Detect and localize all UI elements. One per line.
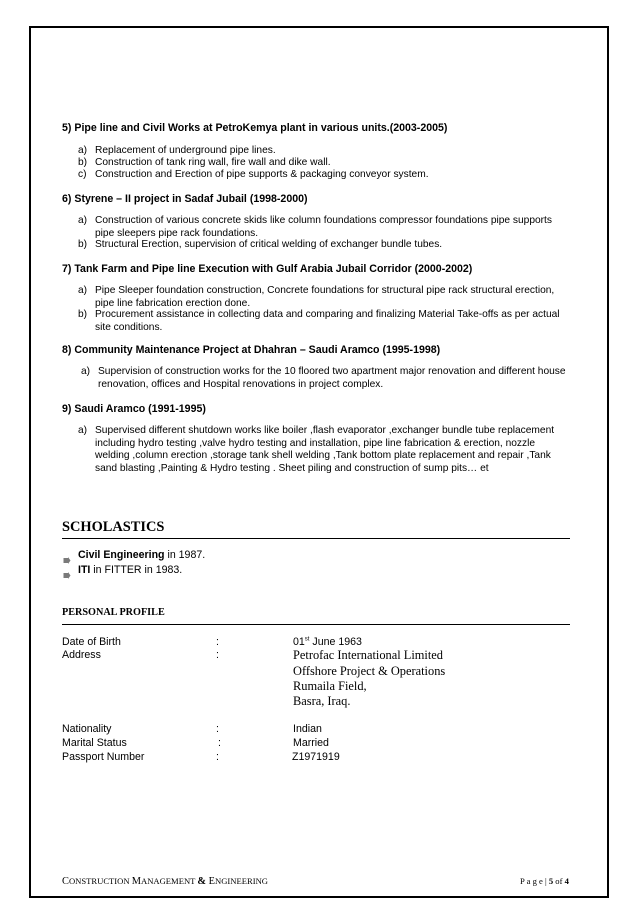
list-item xyxy=(78,239,568,252)
marital-status-label: Marital Status xyxy=(62,737,127,749)
list-item xyxy=(78,215,568,241)
dob-month-year: June 1963 xyxy=(309,636,362,648)
project-heading xyxy=(62,403,206,415)
footer-text: ONSTRUCTION xyxy=(68,876,132,886)
project-heading xyxy=(62,193,308,205)
project-heading xyxy=(62,263,472,275)
dob-value xyxy=(293,636,362,648)
address-line: Rumaila Field, xyxy=(293,679,367,693)
address-separator: : xyxy=(216,649,219,661)
address-line: Basra, Iraq. xyxy=(293,694,351,708)
list-item xyxy=(78,309,568,335)
page-current: 5 xyxy=(548,876,554,886)
footer-initial: C xyxy=(62,876,69,887)
project-number: 9) xyxy=(62,403,72,415)
project-number: 5) xyxy=(62,122,72,134)
degree-name: Civil Engineering xyxy=(78,549,165,561)
dob-day: 01 xyxy=(293,636,305,648)
passport-value: Z1971919 xyxy=(292,751,340,763)
footer-text: NGINEERING xyxy=(215,876,269,886)
item-letter: b) xyxy=(78,239,88,250)
arrow-bullet-icon xyxy=(63,552,71,560)
footer-initial: E xyxy=(206,876,216,887)
nationality-label: Nationality xyxy=(62,723,112,735)
item-text: Supervised different shutdown works like boiler ,flash evaporator ,exchanger bundle tube replacement including hydro testing ,valve hydro testing and installation, pipe line fabrication & erection, nozzle welding ,column erection ,storage tank shell welding ,Tank bottom plate replacement and repair ,Tank sand blasting ,Painting & Hydro testing . Sheet piling and construction of sump pits… et xyxy=(95,425,555,474)
item-letter: b) xyxy=(78,309,88,320)
item-text: Procurement assistance in collecting data and comparing and finalizing Material Take-offs as per actual site conditions. xyxy=(95,309,560,333)
item-text: Replacement of underground pipe lines. xyxy=(95,145,276,156)
footer-left xyxy=(62,876,268,887)
item-letter: a) xyxy=(78,215,88,226)
marital-status-separator: : xyxy=(218,737,221,749)
item-text: Structural Erection, supervision of critical welding of exchanger bundle tubes. xyxy=(95,239,443,250)
footer-text: ANAGEMENT xyxy=(140,876,198,886)
project-title: Pipe line and Civil Works at PetroKemya plant in various units.(2003-2005) xyxy=(74,122,448,134)
address-line: Petrofac International Limited xyxy=(293,648,444,662)
project-number: 7) xyxy=(62,263,72,275)
project-number: 6) xyxy=(62,193,72,205)
item-letter: b) xyxy=(78,157,88,168)
dob-label: Date of Birth xyxy=(62,636,121,648)
passport-separator: : xyxy=(216,751,219,763)
item-text: Construction of various concrete skids like column foundations compressor foundations pipe supports pipe sleepers pipe rack foundations. xyxy=(95,215,552,239)
list-item xyxy=(78,285,568,311)
nationality-separator: : xyxy=(216,723,219,735)
degree-year: in 1987. xyxy=(164,549,206,561)
address-line: Offshore Project & Operations xyxy=(293,664,446,678)
address-label: Address xyxy=(62,649,101,661)
item-text: Supervision of construction works for the 10 floored two apartment major renovation and different house renovation, offices and Hospital renovations in project complex. xyxy=(98,366,566,390)
project-title: Community Maintenance Project at Dhahran – Saudi Aramco (1995-1998) xyxy=(74,344,441,356)
item-letter: a) xyxy=(78,145,88,156)
page-of: of xyxy=(553,876,565,886)
degree-name: ITI xyxy=(78,564,91,576)
dob-suffix: st xyxy=(304,636,310,643)
page-label: P a g e | xyxy=(520,876,549,886)
scholastic-item xyxy=(78,564,182,576)
section-heading-personal-profile: PERSONAL PROFILE xyxy=(62,607,165,618)
footer-ampersand: & xyxy=(197,876,207,887)
section-rule xyxy=(62,624,570,625)
degree-year: in FITTER in 1983. xyxy=(90,564,183,576)
scholastic-item xyxy=(78,549,205,561)
item-letter: a) xyxy=(81,366,91,377)
item-text: Pipe Sleeper foundation construction, Concrete foundations for structural pipe rack structural erection, pipe line fabrication erection done. xyxy=(95,285,555,309)
project-title: Styrene – II project in Sadaf Jubail (1998-2000) xyxy=(74,193,308,205)
section-rule xyxy=(62,538,570,539)
list-item xyxy=(81,366,569,392)
footer-initial: M xyxy=(131,876,141,887)
item-letter: a) xyxy=(78,285,88,296)
dob-separator: : xyxy=(216,636,219,648)
arrow-bullet-icon xyxy=(63,567,71,575)
item-text: Construction of tank ring wall, fire wall and dike wall. xyxy=(95,157,331,168)
project-title: Tank Farm and Pipe line Execution with Gulf Arabia Jubail Corridor (2000-2002) xyxy=(74,263,473,275)
nationality-value: Indian xyxy=(293,723,322,735)
project-title: Saudi Aramco (1991-1995) xyxy=(74,403,206,415)
item-letter: a) xyxy=(78,425,88,436)
project-heading xyxy=(62,122,447,134)
marital-status-value: Married xyxy=(293,737,329,749)
project-heading xyxy=(62,344,440,356)
item-letter: c) xyxy=(78,169,87,180)
page-total: 4 xyxy=(564,876,569,886)
passport-label: Passport Number xyxy=(62,751,145,763)
item-text: Construction and Erection of pipe supports & packaging conveyor system. xyxy=(95,169,429,180)
page-number xyxy=(520,876,569,886)
section-heading-scholastics: SCHOLASTICS xyxy=(62,519,165,535)
list-item xyxy=(78,169,568,182)
project-number: 8) xyxy=(62,344,72,356)
list-item xyxy=(78,425,568,489)
